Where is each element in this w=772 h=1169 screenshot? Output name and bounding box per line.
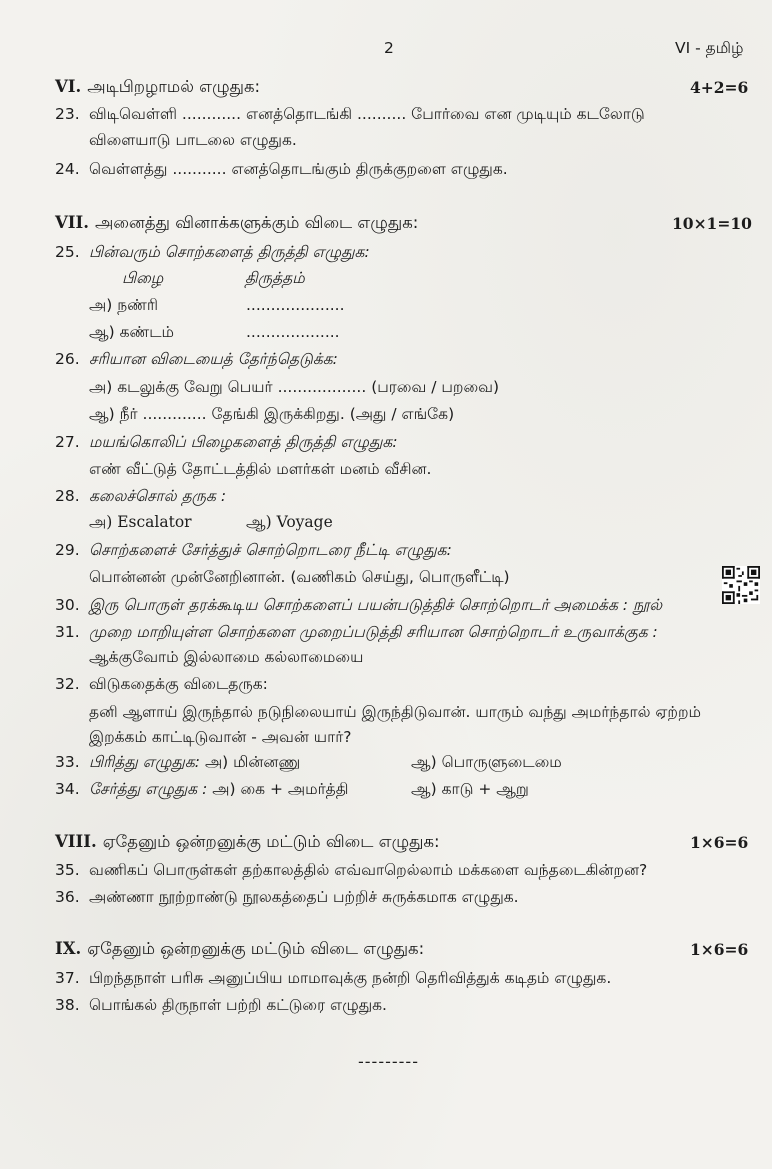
question-text: முறை மாறியுள்ள சொற்களை முறைப்படுத்தி சரியான சொற்றொடர் உருவாக்குக : xyxy=(89,623,658,641)
question-text: சொற்களைச் சேர்த்துச் சொற்றொடரை நீட்டி எழுதுக: xyxy=(89,541,452,559)
question-text: பொங்கல் திருநாள் பற்றி கட்டுரை எழுதுக. xyxy=(89,996,387,1014)
question-text: சரியான விடையைத் தேர்ந்தெடுக்க: xyxy=(89,350,338,368)
question-number: 31. xyxy=(55,623,80,641)
class-subject-header: VI - தமிழ் xyxy=(675,39,744,57)
q34-option-a: அ) கை + அமர்த்தி xyxy=(212,780,349,798)
question-34 xyxy=(55,779,348,799)
question-number: 34. xyxy=(55,780,80,798)
question-29 xyxy=(55,540,452,560)
end-of-paper-mark: --------- xyxy=(358,1052,419,1071)
qr-code-icon xyxy=(722,566,760,604)
question-number: 23. xyxy=(55,105,80,123)
question-number: 32. xyxy=(55,675,80,693)
q33-option-b: ஆ) பொருளுடைமை xyxy=(411,753,562,771)
section-8-numeral: VIII. xyxy=(55,832,97,851)
question-text: இரு பொருள் தரக்கூடிய சொற்களைப் பயன்படுத்திச் சொற்றொடர் அமைக்க : நூல் xyxy=(89,596,663,614)
question-text: மயங்கொலிப் பிழைகளைத் திருத்தி எழுதுக: xyxy=(89,433,398,451)
q25-option-a: அ) நண்ரி xyxy=(89,296,159,314)
section-6-title: அடிபிறழாமல் எழுதுக: xyxy=(87,77,261,96)
section-9-heading xyxy=(55,939,424,959)
question-number: 36. xyxy=(55,888,80,906)
q25-option-b: ஆ) கண்டம் xyxy=(89,323,175,341)
question-text: வணிகப் பொருள்கள் தற்காலத்தில் எவ்வாறெல்லாம் மக்களை வந்தடைகின்றன? xyxy=(89,861,648,879)
q25-column-wrong: பிழை xyxy=(122,269,164,287)
section-6-marks: 4+2=6 xyxy=(690,78,749,97)
section-7-heading xyxy=(55,213,418,233)
question-27 xyxy=(55,432,398,452)
q25-option-b-blank: ................... xyxy=(246,323,340,341)
q28-option-a: அ) Escalator xyxy=(89,513,192,531)
question-number: 33. xyxy=(55,753,80,771)
q31-words: ஆக்குவோம் இல்லாமை கல்லாமையை xyxy=(89,648,364,666)
section-9-title: ஏதேனும் ஒன்றனுக்கு மட்டும் விடை எழுதுக: xyxy=(87,939,425,958)
q28-option-b: ஆ) Voyage xyxy=(246,513,333,531)
question-number: 30. xyxy=(55,596,80,614)
question-number: 27. xyxy=(55,433,80,451)
question-number: 37. xyxy=(55,969,80,987)
section-8-marks: 1×6=6 xyxy=(690,833,749,852)
question-32 xyxy=(55,674,268,694)
question-text: விடிவெள்ளி ............ எனத்தொடங்கி .......... போர்வை என முடியும் கடலோடு xyxy=(89,105,645,123)
question-31 xyxy=(55,622,658,642)
q32-riddle-line-2: இறக்கம் காட்டிடுவான் - அவன் யார்? xyxy=(89,728,352,746)
question-26 xyxy=(55,349,338,369)
question-text: வெள்ளத்து ........... எனத்தொடங்கும் திருக்குறளை எழுதுக. xyxy=(89,160,508,178)
question-text: அண்ணா நூற்றாண்டு நூலகத்தைப் பற்றிச் சுருக்கமாக எழுதுக. xyxy=(89,888,519,906)
section-6-numeral: VI. xyxy=(55,77,82,96)
q29-sentence: பொன்னன் முன்னேறினான். (வணிகம் செய்து, பொருளீட்டி) xyxy=(89,568,510,586)
section-9-marks: 1×6=6 xyxy=(690,940,749,959)
question-text: விடுகதைக்கு விடைதருக: xyxy=(89,675,268,693)
q25-option-a-blank: .................... xyxy=(246,296,345,314)
question-text: பிறந்தநாள் பரிசு அனுப்பிய மாமாவுக்கு நன்றி தெரிவித்துக் கடிதம் எழுதுக. xyxy=(89,969,612,987)
section-6-heading xyxy=(55,77,260,97)
question-number: 35. xyxy=(55,861,80,879)
section-8-title: ஏதேனும் ஒன்றனுக்கு மட்டும் விடை எழுதுக: xyxy=(102,832,440,851)
question-number: 28. xyxy=(55,487,80,505)
q33-option-a: அ) மின்னணு xyxy=(204,753,301,771)
section-7-title: அனைத்து வினாக்களுக்கும் விடை எழுதுக: xyxy=(94,213,419,232)
question-28 xyxy=(55,486,226,506)
q32-riddle-line-1: தனி ஆளாய் இருந்தால் நடுநிலையாய் இருந்திடுவான். யாரும் வந்து அமர்ந்தால் ஏற்றம் xyxy=(89,703,702,721)
question-36 xyxy=(55,887,519,907)
question-25 xyxy=(55,242,370,262)
page-number: 2 xyxy=(384,39,394,57)
q26-option-b: ஆ) நீர் ............. தேங்கி இருக்கிறது. (அது / எங்கே) xyxy=(89,405,455,423)
q27-sentence: எண் வீட்டுத் தோட்டத்தில் மளர்கள் மனம் வீசின. xyxy=(89,460,432,478)
question-23-continued: விளையாடு பாடலை எழுதுக. xyxy=(89,131,297,149)
q26-option-a: அ) கடலுக்கு வேறு பெயர் .................. (பரவை / பறவை) xyxy=(89,378,499,396)
question-24 xyxy=(55,159,508,179)
section-8-heading xyxy=(55,832,440,852)
question-text: பிரித்து எழுதுக: xyxy=(89,753,200,771)
section-7-marks: 10×1=10 xyxy=(672,214,752,233)
question-number: 38. xyxy=(55,996,80,1014)
question-text: கலைச்சொல் தருக : xyxy=(89,487,227,505)
q34-option-b: ஆ) காடு + ஆறு xyxy=(411,780,529,798)
section-7-numeral: VII. xyxy=(55,213,89,232)
question-23 xyxy=(55,104,645,124)
q25-column-correct: திருத்தம் xyxy=(245,269,305,287)
question-38 xyxy=(55,995,387,1015)
question-number: 29. xyxy=(55,541,80,559)
question-number: 24. xyxy=(55,160,80,178)
question-text: பின்வரும் சொற்களைத் திருத்தி எழுதுக: xyxy=(89,243,370,261)
question-37 xyxy=(55,968,611,988)
question-text: சேர்த்து எழுதுக : xyxy=(89,780,208,798)
question-number: 26. xyxy=(55,350,80,368)
question-30 xyxy=(55,595,662,615)
question-33 xyxy=(55,752,300,772)
question-35 xyxy=(55,860,647,880)
question-number: 25. xyxy=(55,243,80,261)
section-9-numeral: IX. xyxy=(55,939,82,958)
